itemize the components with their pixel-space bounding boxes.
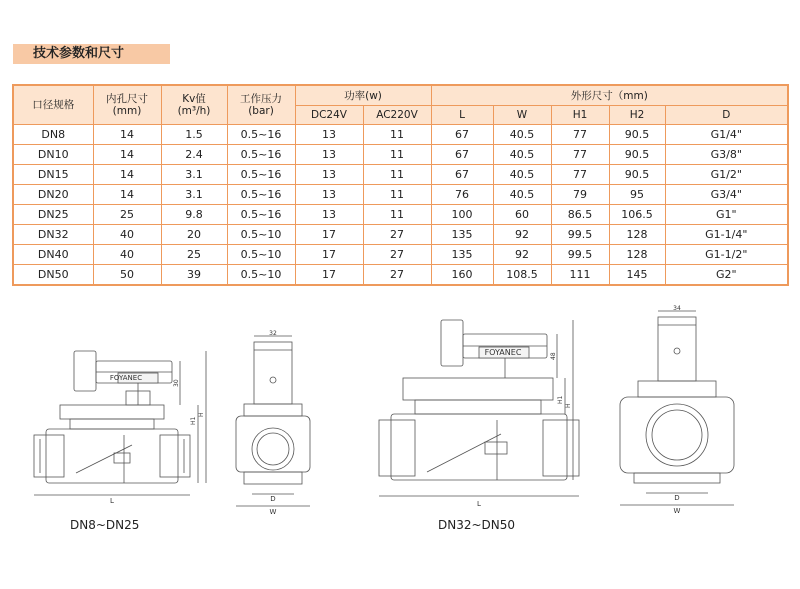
cell-L: 76 xyxy=(431,185,493,205)
cell-kv: 9.8 xyxy=(161,205,227,225)
dim-label-H-large: H xyxy=(565,403,572,408)
cell-ac: 11 xyxy=(363,205,431,225)
header-D: D xyxy=(665,106,788,125)
caption-small-valves: DN8~DN25 xyxy=(70,518,140,532)
large-valve-side-drawing xyxy=(608,305,748,515)
cell-size: DN40 xyxy=(13,245,93,265)
dim-label-34: 34 xyxy=(673,305,681,312)
table-row xyxy=(13,185,788,205)
cell-dc: 17 xyxy=(295,265,363,286)
cell-H1: 77 xyxy=(551,165,609,185)
spec-table xyxy=(12,84,789,286)
cell-L: 135 xyxy=(431,225,493,245)
cell-dc: 13 xyxy=(295,145,363,165)
section-title: 技术参数和尺寸 xyxy=(13,44,170,64)
cell-pressure: 0.5~16 xyxy=(227,145,295,165)
cell-kv: 20 xyxy=(161,225,227,245)
cell-size: DN20 xyxy=(13,185,93,205)
cell-kv: 25 xyxy=(161,245,227,265)
dim-label-H: H xyxy=(198,412,205,417)
table-row xyxy=(13,205,788,225)
table-row xyxy=(13,165,788,185)
cell-H1: 77 xyxy=(551,145,609,165)
dim-label-32: 32 xyxy=(269,330,277,337)
cell-ac: 27 xyxy=(363,265,431,286)
large-valve-front-drawing xyxy=(375,312,585,512)
cell-size: DN25 xyxy=(13,205,93,225)
brand-label-large: FOYANEC xyxy=(484,348,522,357)
header-ac220v: AC220V xyxy=(363,106,431,125)
cell-ac: 27 xyxy=(363,245,431,265)
cell-size: DN15 xyxy=(13,165,93,185)
cell-H2: 145 xyxy=(609,265,665,286)
cell-pressure: 0.5~16 xyxy=(227,165,295,185)
cell-bore: 14 xyxy=(93,165,161,185)
cell-W: 60 xyxy=(493,205,551,225)
cell-ac: 11 xyxy=(363,145,431,165)
cell-bore: 14 xyxy=(93,145,161,165)
cell-D: G1-1/4" xyxy=(665,225,788,245)
header-H1: H1 xyxy=(551,106,609,125)
header-pressure: 工作压力 (bar) xyxy=(227,85,295,125)
dim-label-H1: H1 xyxy=(190,416,197,425)
cell-D: G3/8" xyxy=(665,145,788,165)
cell-H2: 95 xyxy=(609,185,665,205)
header-bore: 内孔尺寸 (mm) xyxy=(93,85,161,125)
cell-D: G1/4" xyxy=(665,125,788,145)
caption-large-valves: DN32~DN50 xyxy=(438,518,516,532)
cell-H1: 111 xyxy=(551,265,609,286)
cell-H2: 128 xyxy=(609,245,665,265)
cell-H2: 90.5 xyxy=(609,145,665,165)
cell-D: G1/2" xyxy=(665,165,788,185)
header-L: L xyxy=(431,106,493,125)
cell-bore: 40 xyxy=(93,225,161,245)
dim-label-L: L xyxy=(110,497,114,505)
dim-label-48: 48 xyxy=(550,352,557,360)
cell-H1: 99.5 xyxy=(551,245,609,265)
header-kv: Kv值 (m³/h) xyxy=(161,85,227,125)
cell-dc: 13 xyxy=(295,125,363,145)
dim-label-W-large: W xyxy=(673,507,681,515)
cell-ac: 11 xyxy=(363,165,431,185)
cell-D: G1-1/2" xyxy=(665,245,788,265)
cell-pressure: 0.5~10 xyxy=(227,225,295,245)
cell-ac: 27 xyxy=(363,225,431,245)
cell-D: G2" xyxy=(665,265,788,286)
cell-L: 160 xyxy=(431,265,493,286)
cell-H2: 106.5 xyxy=(609,205,665,225)
cell-W: 92 xyxy=(493,245,551,265)
cell-dc: 13 xyxy=(295,205,363,225)
cell-bore: 40 xyxy=(93,245,161,265)
cell-pressure: 0.5~16 xyxy=(227,185,295,205)
cell-kv: 2.4 xyxy=(161,145,227,165)
cell-bore: 14 xyxy=(93,185,161,205)
cell-L: 67 xyxy=(431,165,493,185)
cell-dc: 13 xyxy=(295,165,363,185)
table-row xyxy=(13,125,788,145)
cell-kv: 39 xyxy=(161,265,227,286)
header-H2: H2 xyxy=(609,106,665,125)
cell-H2: 90.5 xyxy=(609,165,665,185)
cell-bore: 25 xyxy=(93,205,161,225)
dim-label-D-large: D xyxy=(674,494,680,502)
cell-bore: 50 xyxy=(93,265,161,286)
cell-ac: 11 xyxy=(363,125,431,145)
cell-D: G3/4" xyxy=(665,185,788,205)
cell-W: 92 xyxy=(493,225,551,245)
small-valve-front-drawing xyxy=(30,335,210,515)
cell-pressure: 0.5~10 xyxy=(227,265,295,286)
cell-L: 67 xyxy=(431,125,493,145)
cell-W: 40.5 xyxy=(493,185,551,205)
cell-W: 40.5 xyxy=(493,165,551,185)
cell-L: 100 xyxy=(431,205,493,225)
cell-H1: 79 xyxy=(551,185,609,205)
cell-pressure: 0.5~16 xyxy=(227,205,295,225)
cell-W: 40.5 xyxy=(493,145,551,165)
dim-label-W: W xyxy=(269,508,277,515)
dim-label-30: 30 xyxy=(173,379,180,387)
cell-size: DN50 xyxy=(13,265,93,286)
header-dc24v: DC24V xyxy=(295,106,363,125)
cell-dc: 13 xyxy=(295,185,363,205)
cell-H1: 99.5 xyxy=(551,225,609,245)
cell-W: 108.5 xyxy=(493,265,551,286)
table-row xyxy=(13,245,788,265)
header-dimensions: 外形尺寸（mm) xyxy=(431,85,788,106)
header-size: 口径规格 xyxy=(13,85,93,125)
cell-L: 67 xyxy=(431,145,493,165)
cell-dc: 17 xyxy=(295,225,363,245)
cell-size: DN10 xyxy=(13,145,93,165)
cell-H1: 77 xyxy=(551,125,609,145)
dim-label-D: D xyxy=(270,495,276,503)
cell-H2: 90.5 xyxy=(609,125,665,145)
header-W: W xyxy=(493,106,551,125)
cell-pressure: 0.5~16 xyxy=(227,125,295,145)
dim-label-H1-large: H1 xyxy=(557,395,564,404)
table-row xyxy=(13,145,788,165)
cell-bore: 14 xyxy=(93,125,161,145)
small-valve-side-drawing xyxy=(230,330,325,515)
cell-kv: 3.1 xyxy=(161,165,227,185)
cell-size: DN8 xyxy=(13,125,93,145)
cell-W: 40.5 xyxy=(493,125,551,145)
cell-ac: 11 xyxy=(363,185,431,205)
cell-H1: 86.5 xyxy=(551,205,609,225)
header-power: 功率(w) xyxy=(295,85,431,106)
cell-kv: 1.5 xyxy=(161,125,227,145)
cell-pressure: 0.5~10 xyxy=(227,245,295,265)
dim-label-L-large: L xyxy=(477,500,481,508)
cell-D: G1" xyxy=(665,205,788,225)
cell-H2: 128 xyxy=(609,225,665,245)
brand-label: FOYANEC xyxy=(109,374,143,382)
cell-L: 135 xyxy=(431,245,493,265)
table-row xyxy=(13,265,788,286)
cell-dc: 17 xyxy=(295,245,363,265)
table-row xyxy=(13,225,788,245)
cell-kv: 3.1 xyxy=(161,185,227,205)
cell-size: DN32 xyxy=(13,225,93,245)
